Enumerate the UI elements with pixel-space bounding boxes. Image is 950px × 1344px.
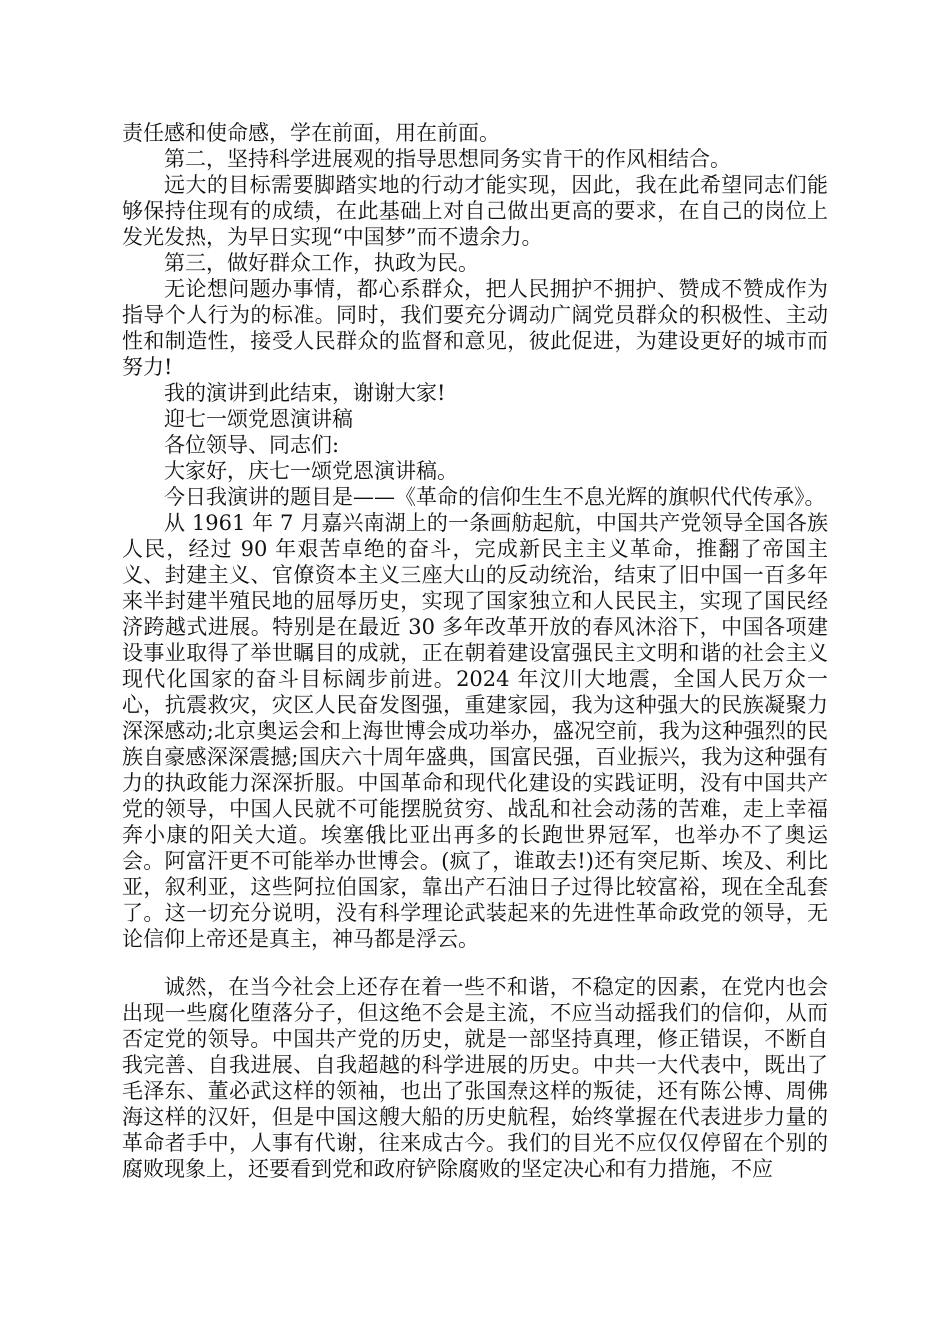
salutation: 各位领导、同志们: (164, 433, 340, 457)
document-body (122, 120, 828, 1182)
greeting: 大家好，庆七一颂党恩演讲稿。 (164, 459, 458, 483)
paragraph-2: 第二，坚持科学进展观的指导思想同务实肯干的作风相结合。 (164, 147, 731, 171)
speech-title: 迎七一颂党恩演讲稿 (164, 407, 353, 431)
closing-paragraph: 诚然，在当今社会上还存在着一些不和谐，不稳定的因素，在党内也会出现一些腐化堕落分子，但这绝不会是主流，不应当动摇我们的信仰，从而否定党的领导。中国共产党的历史，就是一部坚持真理，修正错误，不断自我完善、自我进展、自我超越的科学进展的历史。中共一大代表中，既出了毛泽东、董必武这样的领袖，也出了张国焘这样的叛徒，还有陈公博、周佛海这样的汉奸，但是中国这艘大船的历史航程，始终掌握在代表进步力量的革命者手中，人事有代谢，往来成古今。我们的目光不应仅仅停留在个别的腐败现象上，还要看到党和政府铲除腐败的坚定决心和有力措施，不应 (122, 975, 828, 1181)
paragraph-3: 远大的目标需要脚踏实地的行动才能实现，因此，我在此希望同志们能够保持住现有的成绩，在此基础上对自己做出更高的要求，在自己的岗位上发光发热，为早日实现“中国梦”而不遗余力。 (122, 173, 828, 249)
paragraph-4: 第三，做好群众工作，执政为民。 (164, 251, 479, 275)
paragraph-6: 我的演讲到此结束，谢谢大家! (164, 381, 446, 405)
paragraph-1: 责任感和使命感，学在前面，用在前面。 (122, 121, 500, 145)
topic-paragraph: 今日我演讲的题目是——《革命的信仰生生不息光辉的旗帜代代传承》。 (164, 485, 826, 509)
paragraph-5: 无论想问题办事情，都心系群众，把人民拥护不拥护、赞成不赞成作为指导个人行为的标准。同时，我们要充分调动广阔党员群众的积极性、主动性和制造性，接受人民群众的监督和意见，彼此促进，为建设更好的城市而努力! (122, 277, 828, 379)
history-paragraph: 从 1961 年 7 月嘉兴南湖上的一条画舫起航，中国共产党领导全国各族人民，经过 90 年艰苦卓绝的奋斗，完成新民主主义革命，推翻了帝国主义、封建主义、官僚资本主义三座大山的反动统治，结束了旧中国一百多年来半封建半殖民地的屈辱历史，实现了国家独立和人民民主，实现了国民经济跨越式进展。特别是在最近 30 多年改革开放的春风沐浴下，中国各项建设事业取得了举世瞩目的成就，正在朝着建设富强民主文明和谐的社会主义现代化国家的奋斗目标阔步前进。2024 年汶川大地震，全国人民万众一心，抗震救灾，灾区人民奋发图强，重建家园，我为这种强大的民族凝聚力深深感动;北京奥运会和上海世博会成功举办，盛况空前，我为这种强烈的民族自豪感深深震撼;国庆六十周年盛典，国富民强，百业振兴，我为这种强有力的执政能力深深折服。中国革命和现代化建设的实践证明，没有中国共产党的领导，中国人民就不可能摆脱贫穷、战乱和社会动荡的苦难，走上幸福奔小康的阳关大道。埃塞俄比亚出再多的长跑世界冠军，也举办不了奥运会。阿富汗更不可能举办世博会。(疯了，谁敢去!)还有突尼斯、埃及、利比亚，叙利亚，这些阿拉伯国家，靠出产石油日子过得比较富裕，现在全乱套了。这一切充分说明，没有科学理论武装起来的先进性革命政党的领导，无论信仰上帝还是真主，神马都是浮云。 (122, 511, 828, 951)
